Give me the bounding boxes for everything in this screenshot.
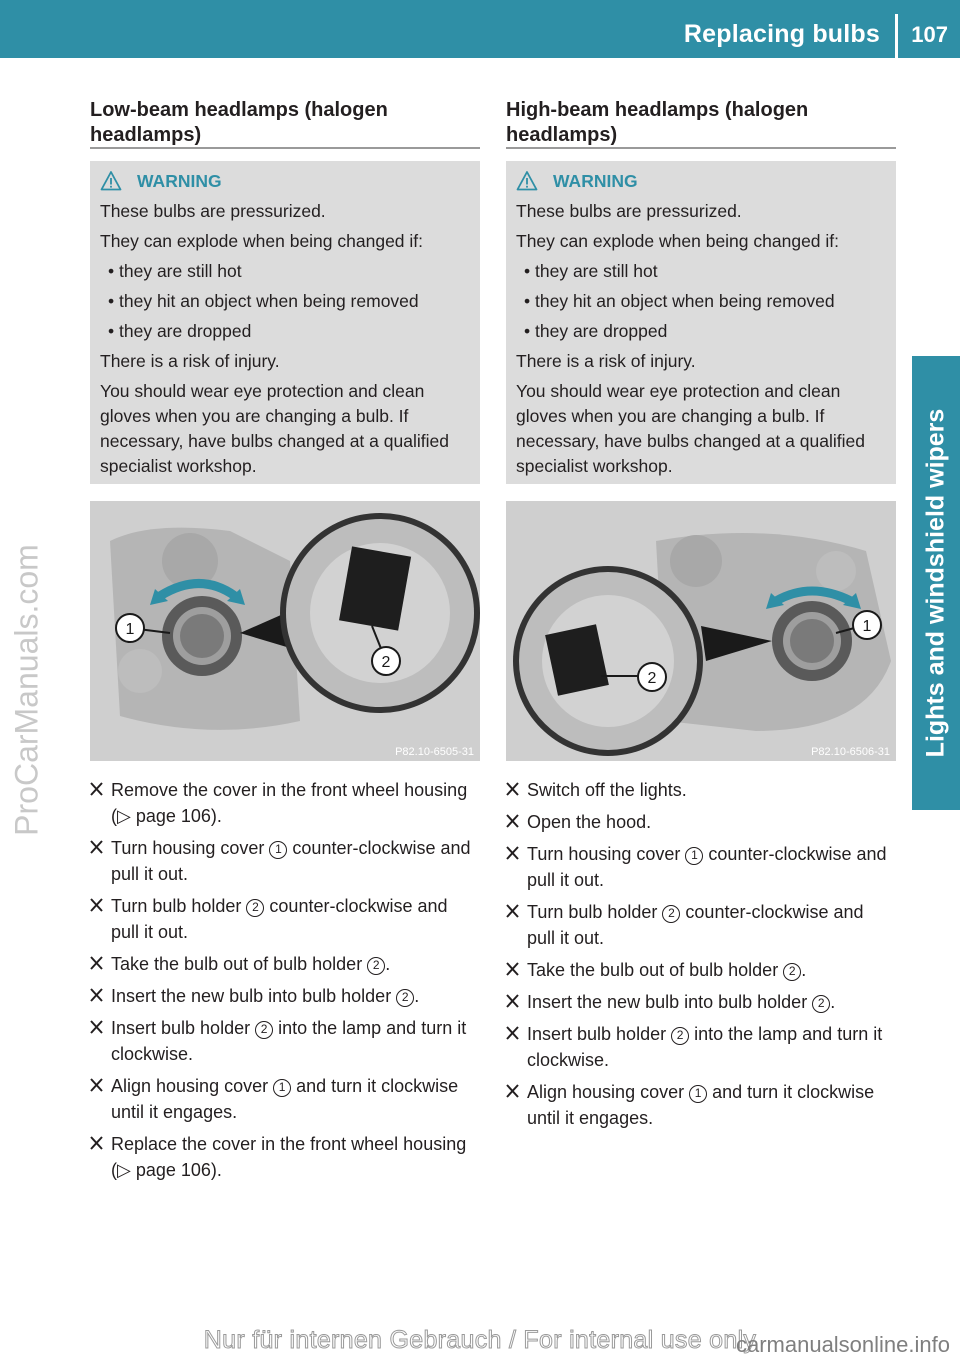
low-beam-section [90,96,480,1189]
step-text: Insert the new bulb into bulb holder [527,992,813,1012]
headlamp-figure-low-beam [90,501,480,761]
step-text: Turn bulb holder [111,896,247,916]
step-text: and turn it clockwise until it engages. [527,1082,875,1128]
step-arrow-icon [506,1084,519,1098]
warning-heading [516,167,886,195]
instruction-list [90,777,480,1183]
warning-text: These bulbs are pressurized. [516,201,742,221]
step-arrow-icon [90,956,103,970]
step-text: into the lamp and turn it clockwise. [111,1018,467,1064]
instruction-step [90,1131,480,1183]
header-divider [895,14,898,58]
step-text: Take the bulb out of bulb holder [527,960,784,980]
warning-heading-text: WARNING [553,170,638,191]
step-text: . [830,992,836,1012]
step-text: Align housing cover [527,1082,690,1102]
step-arrow-icon [90,782,103,796]
callout-number: 2 [396,989,414,1007]
step-text: Insert the new bulb into bulb holder [111,986,397,1006]
warning-bullet-text: they are still hot [119,261,242,281]
step-text: Insert bulb holder [111,1018,256,1038]
step-text: Turn housing cover [527,844,686,864]
high-beam-section [506,96,896,1137]
step-text: and turn it clockwise until it engages. [111,1076,459,1122]
step-arrow-icon [90,1136,103,1150]
instruction-step [506,1021,896,1073]
warning-bullet-text: they are still hot [535,261,658,281]
warning-bullet: • they are still hot [524,261,658,281]
warning-bullet-text: they are dropped [535,321,668,341]
step-arrow-icon [506,814,519,828]
step-text: counter-clockwise and pull it out. [527,844,887,890]
left-watermark-text: ProCarManuals.com [8,544,45,836]
callout-1: 1 [125,621,135,638]
warning-text: There is a risk of injury. [100,351,280,371]
step-arrow-icon [506,846,519,860]
footer-watermark: Nur für internen Gebrauch / For internal use only [203,1326,757,1354]
page-reference-link[interactable]: page 106 [135,806,211,826]
step-arrow-icon [90,898,103,912]
step-arrow-icon [90,988,103,1002]
figure-code: P82.10-6505-31 [395,746,474,758]
callout-number: 1 [269,841,287,859]
chapter-tab [912,356,960,810]
warning-bullet: • they are dropped [524,321,668,341]
callout-2: 2 [381,654,391,671]
step-text: counter-clockwise and pull it out. [527,902,864,948]
callout-number: 2 [662,905,680,923]
step-arrow-icon [506,994,519,1008]
warning-heading [100,167,470,195]
footer-site-link[interactable]: carmanualsonline.info [735,1332,950,1357]
callout-number: 2 [812,995,830,1013]
step-arrow-icon [90,840,103,854]
callout-number: 1 [685,847,703,865]
instruction-step [90,1073,480,1125]
warning-box [90,161,480,484]
warning-text: There is a risk of injury. [516,351,696,371]
step-text: ). [210,1160,222,1180]
step-text: . [414,986,420,1006]
instruction-step [90,983,480,1009]
instruction-step [90,777,480,829]
step-text: Take the bulb out of bulb holder [111,954,368,974]
warning-bullet: • they are still hot [108,261,242,281]
page-title: Replacing bulbs [683,20,880,48]
callout-number: 1 [273,1079,291,1097]
headlamp-figure-high-beam [506,501,896,761]
step-arrow-icon [506,962,519,976]
callout-1: 1 [862,618,872,635]
step-text: into the lamp and turn it clockwise. [527,1024,883,1070]
step-text: Replace the cover in the front wheel housing ( [111,1134,467,1180]
step-arrow-icon [506,1026,519,1040]
callout-number: 2 [246,899,264,917]
warning-bullet: • they hit an object when being removed [524,291,835,311]
step-text: Turn housing cover [111,838,270,858]
instruction-step [90,835,480,887]
step-arrow-icon [90,1020,103,1034]
callout-number: 2 [367,957,385,975]
step-arrow-icon [506,904,519,918]
page-reference-link[interactable]: page 106 [135,1160,211,1180]
step-text: counter-clockwise and pull it out. [111,838,471,884]
warning-triangle-icon [100,170,122,192]
section-title-high-beam: High-beam headlamps (halogen headlamps) [506,96,896,149]
step-text: Remove the cover in the front wheel housing ( [111,780,468,826]
page-number: 107 [911,22,948,47]
left-watermark [4,520,50,860]
instruction-step [90,1015,480,1067]
step-text: Switch off the lights. [527,780,687,800]
warning-text: You should wear eye protection and clean gloves when you are changing a bulb. If necessary, have bulbs changed at a qualified specialist workshop. [100,381,449,476]
warning-box [506,161,896,484]
callout-number: 1 [689,1085,707,1103]
callout-number: 2 [783,963,801,981]
step-text: . [801,960,807,980]
instruction-step [506,777,896,803]
warning-bullet: • they are dropped [108,321,252,341]
headlamp-illustration [90,501,480,761]
warning-text: These bulbs are pressurized. [100,201,326,221]
instruction-step [506,989,896,1015]
step-arrow-icon [506,782,519,796]
header-bar [0,0,960,58]
step-arrow-icon [90,1078,103,1092]
step-text: ). [210,806,222,826]
section-title-low-beam: Low-beam headlamps (halogen headlamps) [90,96,480,149]
figure-code: P82.10-6506-31 [811,746,890,758]
callout-number: 2 [671,1027,689,1045]
warning-heading-text: WARNING [137,170,222,191]
warning-text: They can explode when being changed if: [516,231,840,251]
warning-bullet-text: they are dropped [119,321,252,341]
step-text: Align housing cover [111,1076,274,1096]
warning-bullet: • they hit an object when being removed [108,291,419,311]
step-text: Open the hood. [527,812,652,832]
instruction-step [90,893,480,945]
step-text: . [385,954,391,974]
chapter-tab-label: Lights and windshield wipers [921,408,950,758]
warning-text: They can explode when being changed if: [100,231,424,251]
instruction-step [506,1079,896,1131]
page-ref-arrow-icon: ▷ [117,806,136,826]
headlamp-illustration [506,501,896,761]
step-text: counter-clockwise and pull it out. [111,896,448,942]
callout-2: 2 [647,670,657,687]
instruction-step [506,899,896,951]
instruction-step [506,809,896,835]
warning-bullet-text: they hit an object when being removed [535,291,835,311]
step-text: Turn bulb holder [527,902,663,922]
instruction-step [506,957,896,983]
callout-number: 2 [255,1021,273,1039]
instruction-step [90,951,480,977]
warning-triangle-icon [516,170,538,192]
instruction-step [506,841,896,893]
warning-text: You should wear eye protection and clean gloves when you are changing a bulb. If necessary, have bulbs changed at a qualified specialist workshop. [516,381,865,476]
warning-bullet-text: they hit an object when being removed [119,291,419,311]
instruction-list [506,777,896,1131]
step-text: Insert bulb holder [527,1024,672,1044]
page-ref-arrow-icon: ▷ [117,1160,136,1180]
